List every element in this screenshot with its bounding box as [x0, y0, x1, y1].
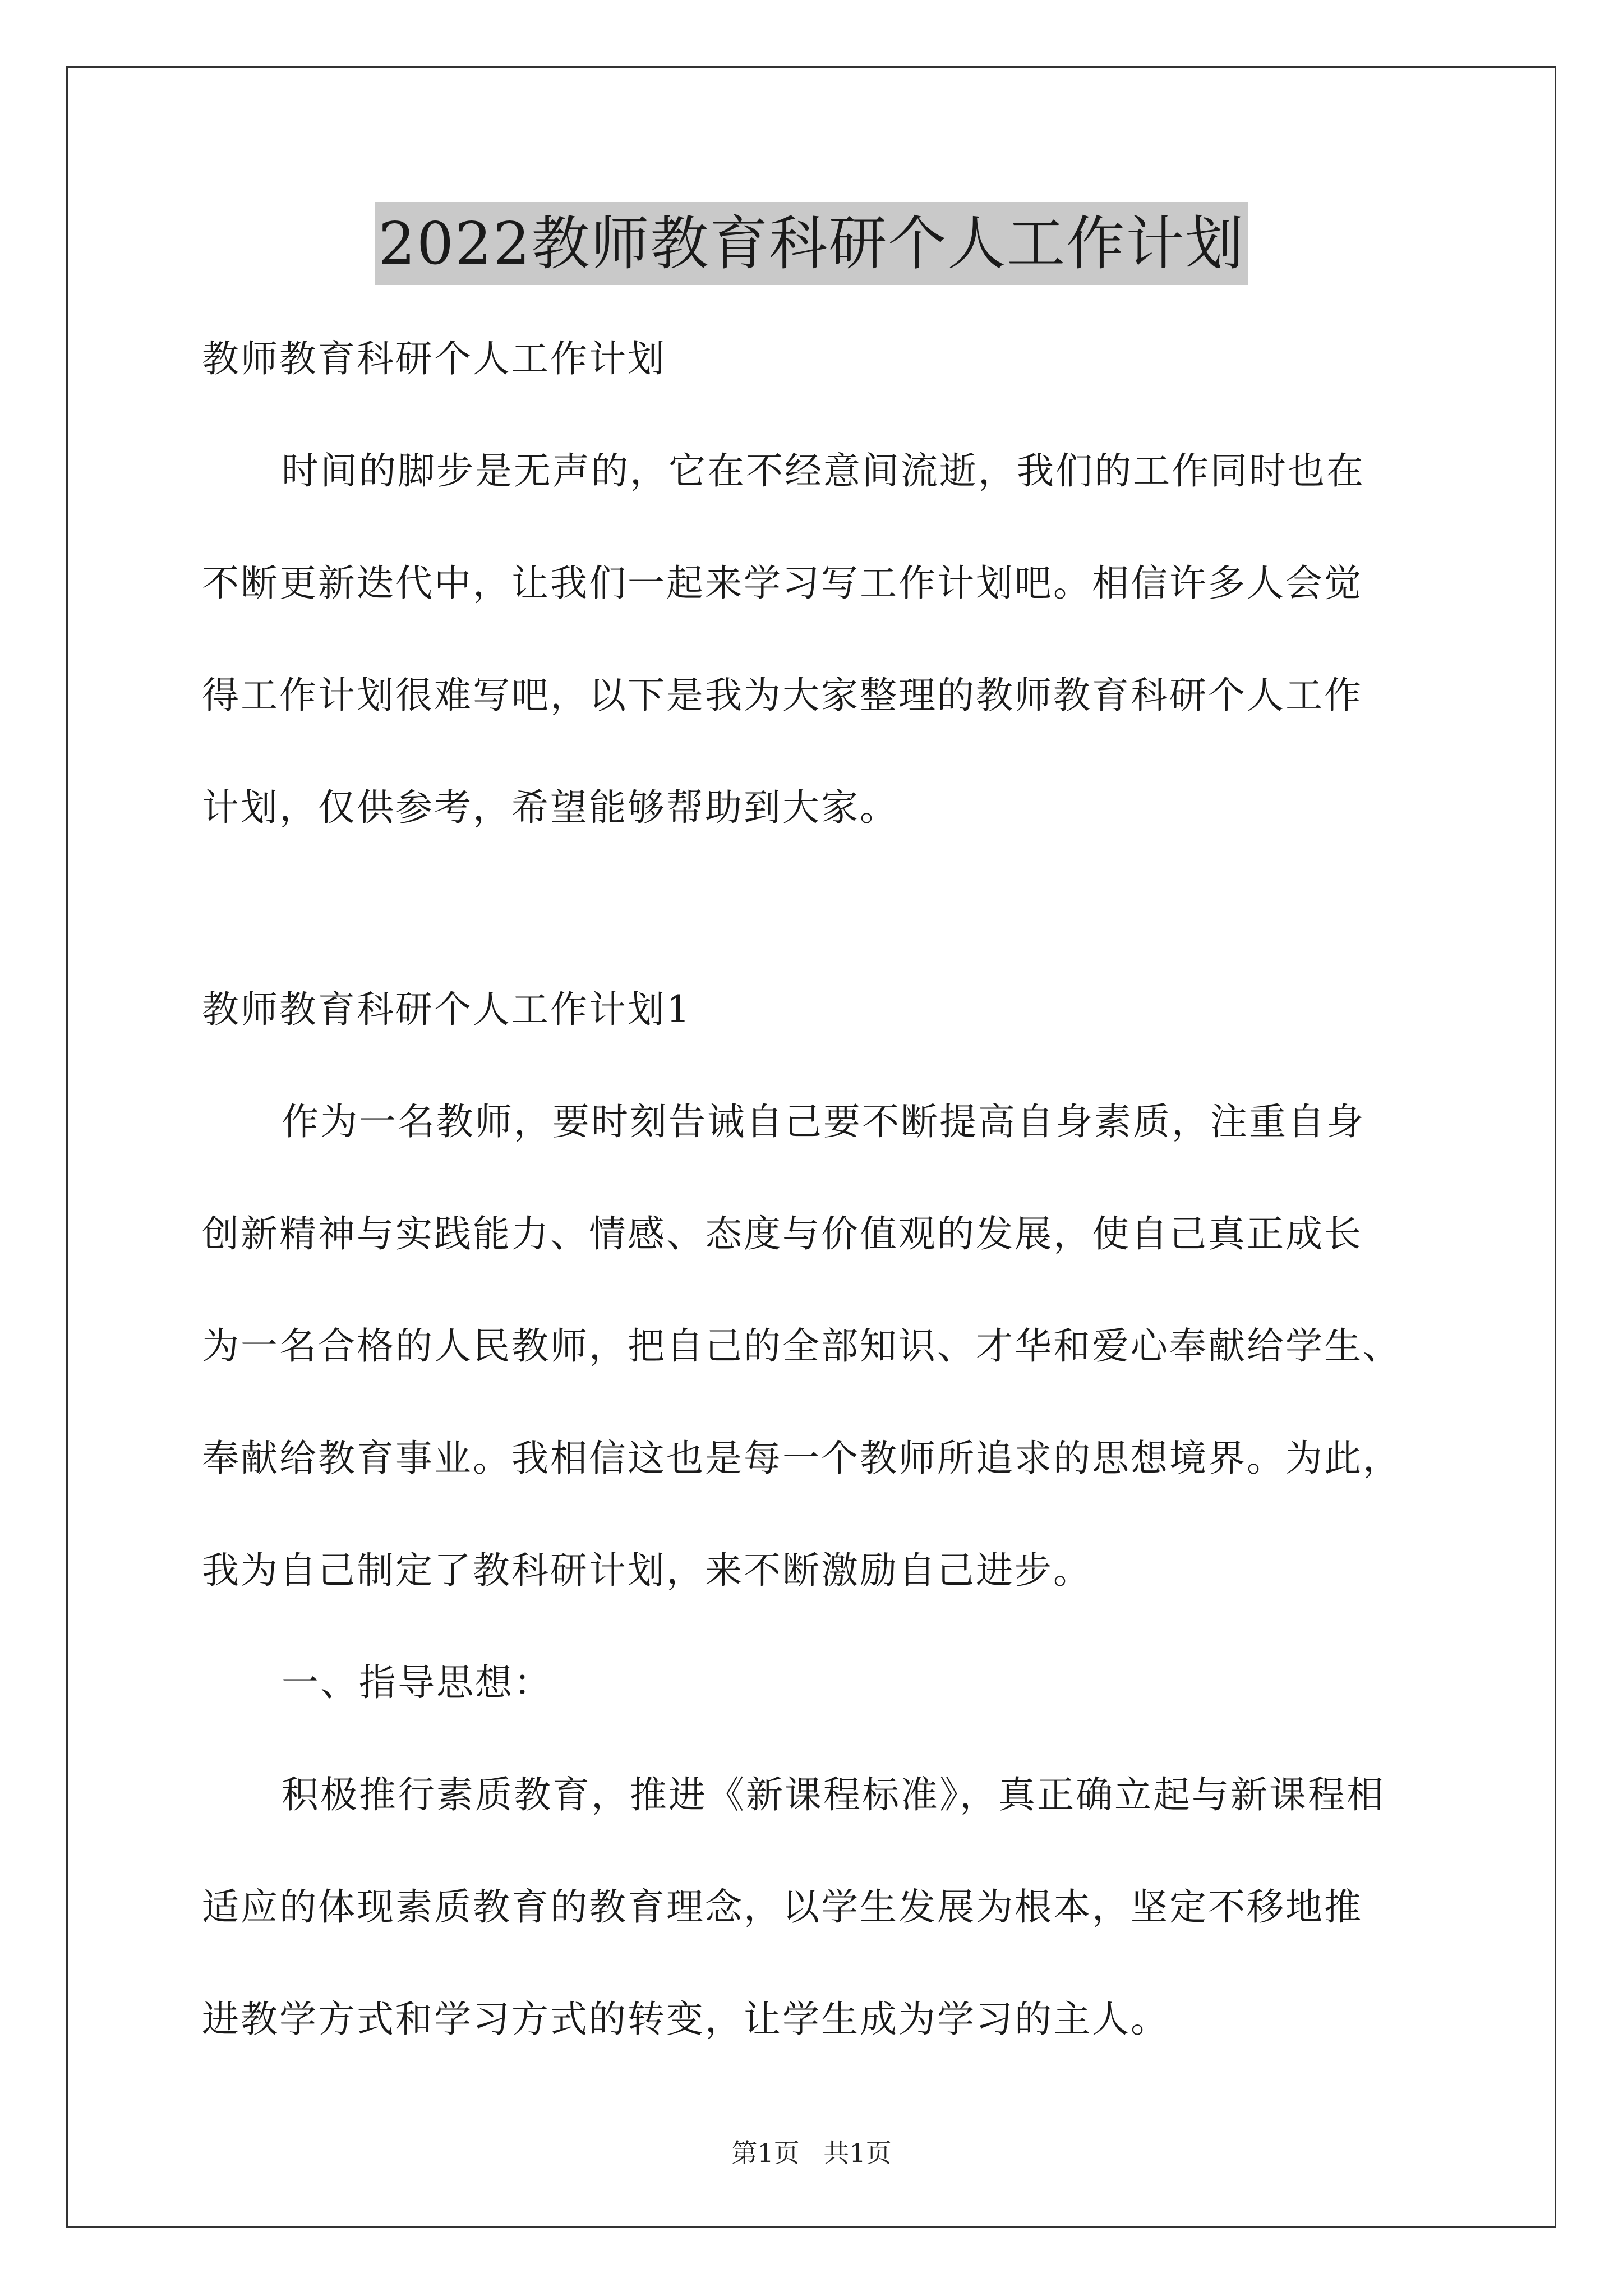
paragraph-line: 我为自己制定了教科研计划，来不断激励自己进步。: [202, 1549, 1092, 1592]
paragraph-line: 时间的脚步是无声的，它在不经意间流逝，我们的工作同时也在: [282, 449, 1365, 493]
paragraph-line: 适应的体现素质教育的教育理念，以学生发展为根本，坚定不移地推: [202, 1885, 1363, 1929]
document-subtitle: 教师教育科研个人工作计划: [202, 337, 666, 380]
paragraph-line: 积极推行素质教育，推进《新课程标准》，真正确立起与新课程相: [282, 1773, 1385, 1816]
paragraph-gap: [202, 864, 1436, 954]
paragraph-line: 不断更新迭代中，让我们一起来学习写工作计划吧。相信许多人会觉: [202, 562, 1363, 605]
page-number: 第1页: [731, 2138, 800, 2168]
page-total: 共1页: [823, 2138, 892, 2168]
paragraph-line: 进教学方式和学习方式的转变，让学生成为学习的主人。: [202, 1998, 1169, 2041]
paragraph-line: 得工作计划很难写吧，以下是我为大家整理的教师教育科研个人工作: [202, 674, 1363, 717]
subsection-heading: 一、指导思想：: [282, 1661, 552, 1704]
document-title: 2022教师教育科研个人工作计划: [375, 202, 1248, 285]
paragraph-line: 奉献给教育事业。我相信这也是每一个教师所追求的思想境界。为此，: [202, 1437, 1401, 1480]
title-container: [0, 202, 1623, 285]
paragraph-line: 为一名合格的人民教师，把自己的全部知识、才华和爱心奉献给学生、: [202, 1324, 1401, 1368]
paragraph-line: 作为一名教师，要时刻告诫自己要不断提高自身素质，注重自身: [282, 1100, 1365, 1143]
paragraph-line: 创新精神与实践能力、情感、态度与价值观的发展，使自己真正成长: [202, 1212, 1363, 1255]
page-footer: [0, 2136, 1623, 2170]
document-body: [202, 303, 1436, 2076]
section-heading: 教师教育科研个人工作计划1: [202, 988, 691, 1031]
paragraph-line: 计划，仅供参考，希望能够帮助到大家。: [202, 786, 898, 829]
